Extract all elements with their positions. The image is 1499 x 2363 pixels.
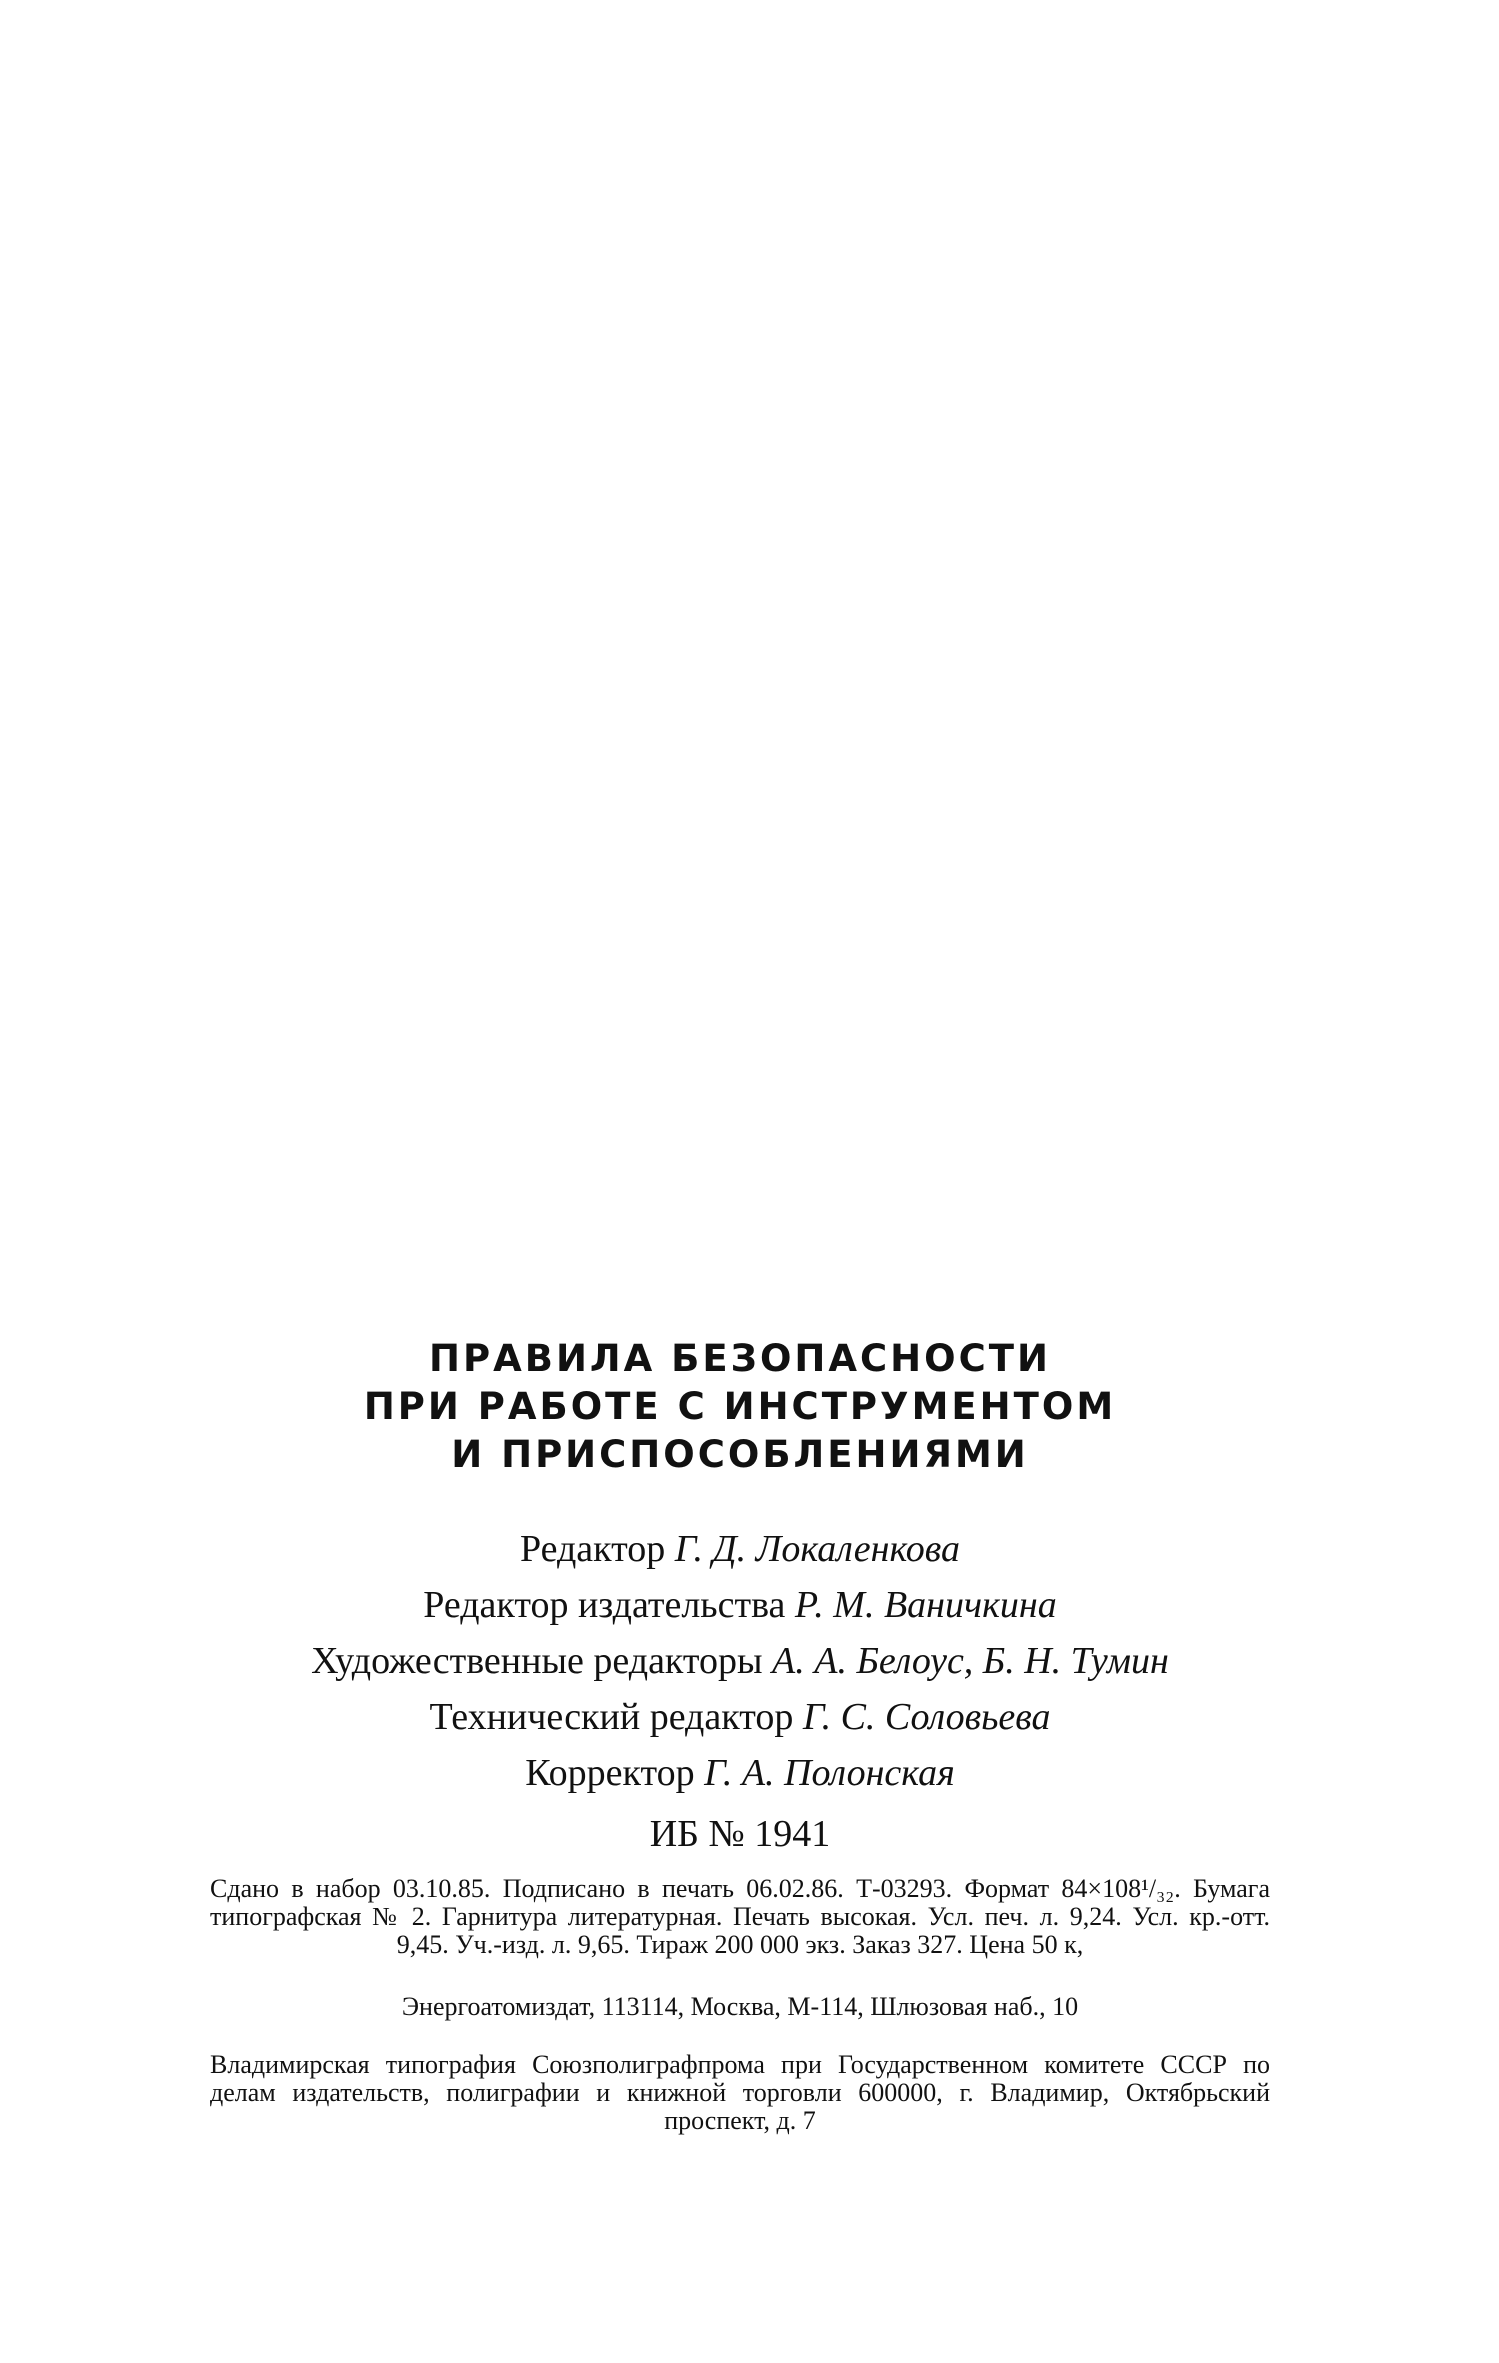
credit-name: А. А. Белоус, Б. Н. Тумин [772,1640,1169,1682]
credit-technical-editor [210,1689,1270,1745]
credits-list [210,1521,1270,1801]
colophon [210,1335,1270,2135]
credit-proofreader [210,1745,1270,1801]
credit-art-editors [210,1633,1270,1689]
book-title [210,1335,1270,1479]
ib-number: ИБ № 1941 [649,1813,831,1855]
book-title-line: ПРИ РАБОТЕ С ИНСТРУМЕНТОМ [363,1385,1117,1428]
credit-role: Редактор [519,1528,666,1570]
credit-name: Г. Д. Локаленкова [674,1528,961,1570]
book-title-line: ПРАВИЛА БЕЗОПАСНОСТИ [429,1337,1051,1380]
credit-editor [210,1521,1270,1577]
credit-role: Редактор издательства [423,1584,786,1626]
credit-role: Художественные редакторы [311,1640,763,1682]
book-title-line: И ПРИСПОСОБЛЕНИЯМИ [451,1433,1029,1476]
credit-role: Технический редактор [429,1696,794,1738]
credit-publishing-editor [210,1577,1270,1633]
credit-role: Корректор [525,1752,695,1794]
imprint [210,1875,1270,2135]
publisher-address: Энергоатомиздат, 113114, Москва, М-114, Шлюзовая наб., 10 [401,1992,1079,2021]
print-data: Сдано в набор 03.10.85. Подписано в печать 06.02.86. Т-03293. Формат 84×108¹/₃₂. Бумага типографская № 2. Гарнитура литературная. Печать высокая. Усл. печ. л. 9,24. Усл. кр.-отт. 9,45. Уч.-изд. л. 9,65. Тираж 200 000 экз. Заказ 327. Цена 50 к, [210,1874,1270,1959]
printer-address: Владимирская типография Союзполиграфпрома при Государственном комитете СССР по делам издательств, полиграфии и книжной торговли 600000, г. Владимир, Октябрьский проспект, д. 7 [210,2050,1270,2135]
credit-name: Г. А. Полонская [704,1752,955,1794]
credit-name: Р. М. Ваничкина [794,1584,1057,1626]
credit-name: Г. С. Соловьева [802,1696,1051,1738]
